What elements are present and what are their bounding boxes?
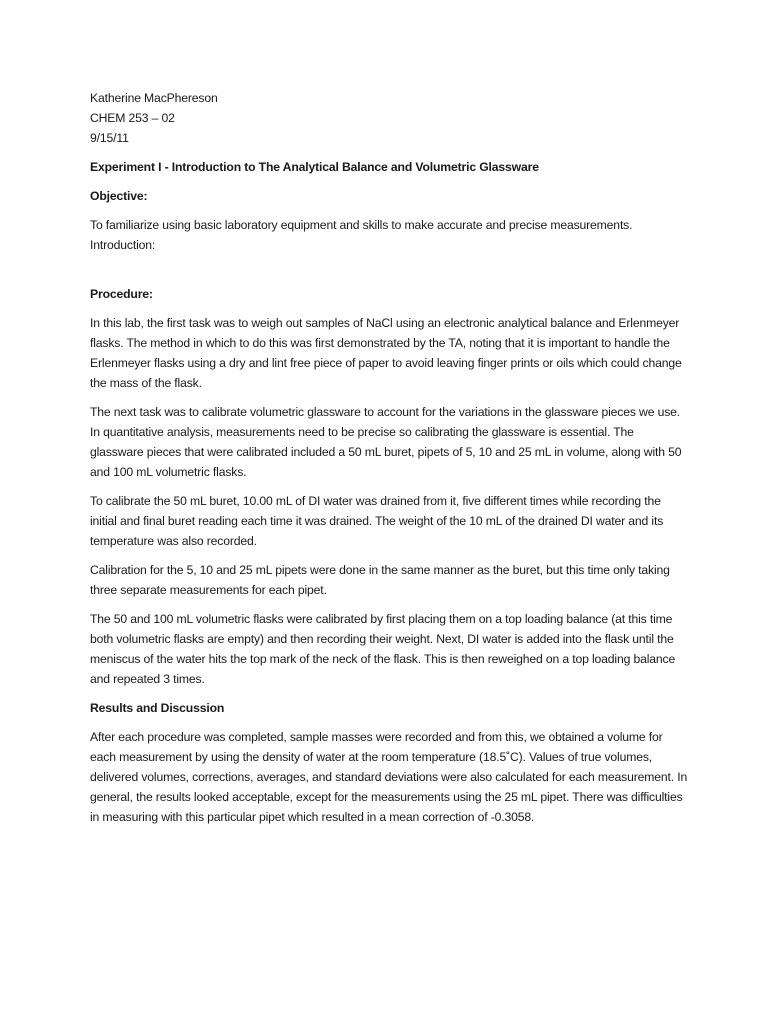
document-title: Experiment I - Introduction to The Analytical Balance and Volumetric Glassware — [90, 160, 539, 174]
procedure-paragraph: The next task was to calibrate volumetric glassware to account for the variations in the glassware pieces we use. In quantitative analysis, measurements need to be precise so calibrating the glassware is essential. The glassware pieces that were calibrated included a 50 mL buret, pipets of 5, 10 and 25 mL in volume, along with 50 and 100 mL volumetric flasks. — [90, 405, 682, 479]
procedure-paragraph: To calibrate the 50 mL buret, 10.00 mL of DI water was drained from it, five different times while recording the initial and final buret reading each time it was drained. The weight of the 10 mL of the drained DI water and its temperature was also recorded. — [90, 494, 664, 548]
author-name: Katherine MacPhereson — [90, 91, 218, 105]
procedure-paragraph: The 50 and 100 mL volumetric flasks were calibrated by first placing them on a top loading balance (at this time both volumetric flasks are empty) and then recording their weight. Next, DI water is added into the flask until the meniscus of the water hits the top mark of the neck of the flask. This is then reweighed on a top loading balance and repeated 3 times. — [90, 612, 676, 686]
document-page — [90, 88, 690, 836]
procedure-heading: Procedure: — [90, 287, 153, 301]
procedure-paragraph: Calibration for the 5, 10 and 25 mL pipets were done in the same manner as the buret, but this time only taking three separate measurements for each pipet. — [90, 563, 670, 597]
objective-heading: Objective: — [90, 189, 148, 203]
results-paragraph: After each procedure was completed, sample masses were recorded and from this, we obtained a volume for each measurement by using the density of water at the room temperature (18.5˚C). Values of true volumes, delivered volumes, corrections, averages, and standard deviations were also calculated for each measurement. In general, the results looked acceptable, except for the measurements using the 25 mL pipet. There was difficulties in measuring with this particular pipet which resulted in a mean correction of -0.3058. — [90, 730, 688, 824]
report-date: 9/15/11 — [90, 131, 129, 145]
course-code: CHEM 253 – 02 — [90, 111, 175, 125]
results-heading: Results and Discussion — [90, 701, 225, 715]
introduction-heading: Introduction: — [90, 238, 156, 252]
procedure-paragraph: In this lab, the first task was to weigh out samples of NaCl using an electronic analytical balance and Erlenmeyer flasks. The method in which to do this was first demonstrated by the TA, noting that it is important to handle the Erlenmeyer flasks using a dry and lint free piece of paper to avoid leaving finger prints or oils which could change the mass of the flask. — [90, 316, 682, 390]
objective-text: To familiarize using basic laboratory equipment and skills to make accurate and precise measurements. — [90, 218, 633, 232]
